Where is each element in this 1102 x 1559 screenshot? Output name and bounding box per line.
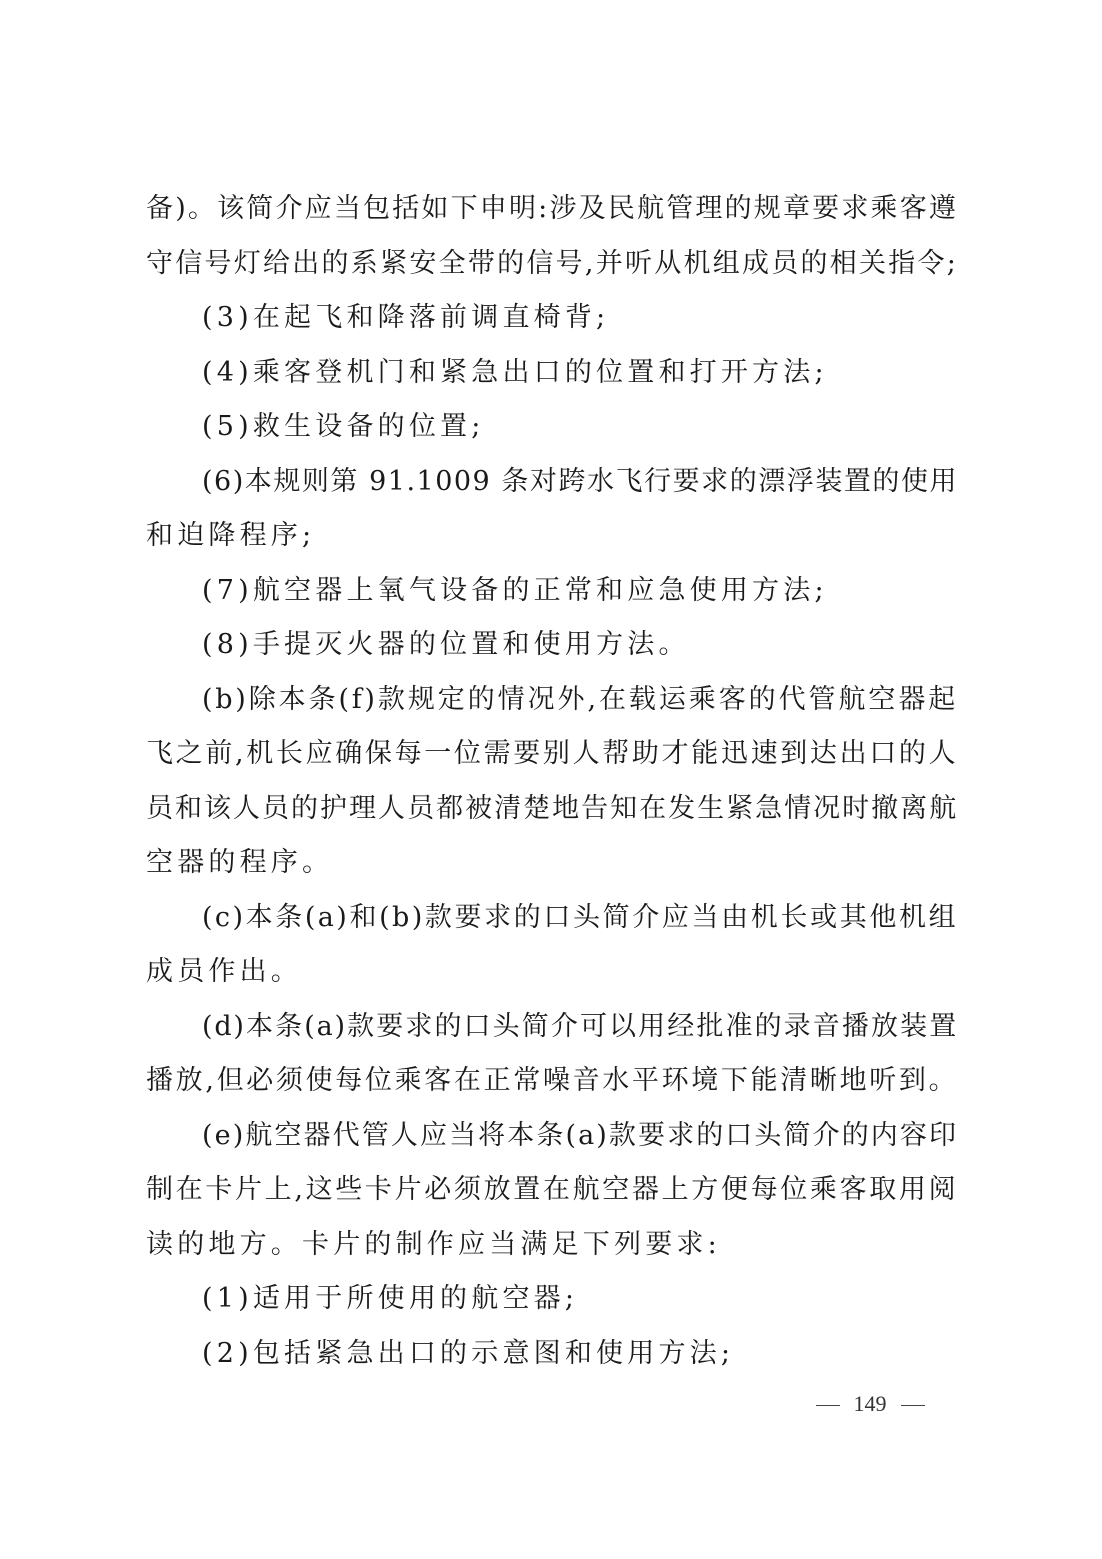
text-line: (c)本条(a)和(b)款要求的口头简介应当由机长或其他机组 [202, 901, 958, 933]
text-line: 守信号灯给出的系紧安全带的信号,并听从机组成员的相关指令; [146, 247, 958, 279]
text-line: (3)在起飞和降落前调直椅背; [202, 302, 610, 333]
text-line: 和迫降程序; [146, 520, 316, 551]
text-line: (6)本规则第 91.1009 条对跨水飞行要求的漂浮装置的使用 [202, 465, 958, 497]
text-line: 成员作出。 [146, 956, 302, 987]
text-line: (d)本条(a)款要求的口头简介可以用经批准的录音播放装置 [202, 1010, 958, 1042]
text-line: (e)航空器代管人应当将本条(a)款要求的口头简介的内容印 [202, 1119, 959, 1151]
text-line: 读的地方。卡片的制作应当满足下列要求: [146, 1228, 721, 1260]
text-line: 播放,但必须使每位乘客在正常噪音水平环境下能清晰地听到。 [146, 1065, 958, 1096]
text-line: (b)除本条(f)款规定的情况外,在载运乘客的代管航空器起 [202, 683, 958, 715]
text-line: 飞之前,机长应确保每一位需要别人帮助才能迅速到达出口的人 [146, 738, 958, 769]
text-line: (4)乘客登机门和紧急出口的位置和打开方法; [202, 356, 828, 388]
text-line: 备)。该简介应当包括如下申明:涉及民航管理的规章要求乘客遵 [146, 193, 958, 224]
text-line: (2)包括紧急出口的示意图和使用方法; [202, 1337, 735, 1369]
text-line: (7)航空器上氧气设备的正常和应急使用方法; [202, 574, 828, 606]
text-line: 制在卡片上,这些卡片必须放置在航空器上方便每位乘客取用阅 [146, 1174, 958, 1205]
text-line: 员和该人员的护理人员都被清楚地告知在发生紧急情况时撤离航 [146, 792, 958, 824]
dash-left [816, 1405, 840, 1406]
text-line: (8)手提灭火器的位置和使用方法。 [202, 629, 690, 660]
document-body [146, 182, 958, 1381]
page-number-footer [800, 1386, 940, 1422]
dash-right [901, 1405, 925, 1406]
text-line: (1)适用于所使用的航空器; [202, 1283, 579, 1314]
text-line: (5)救生设备的位置; [202, 411, 485, 442]
page-number: 149 [853, 1391, 887, 1416]
text-line: 空器的程序。 [146, 847, 334, 878]
